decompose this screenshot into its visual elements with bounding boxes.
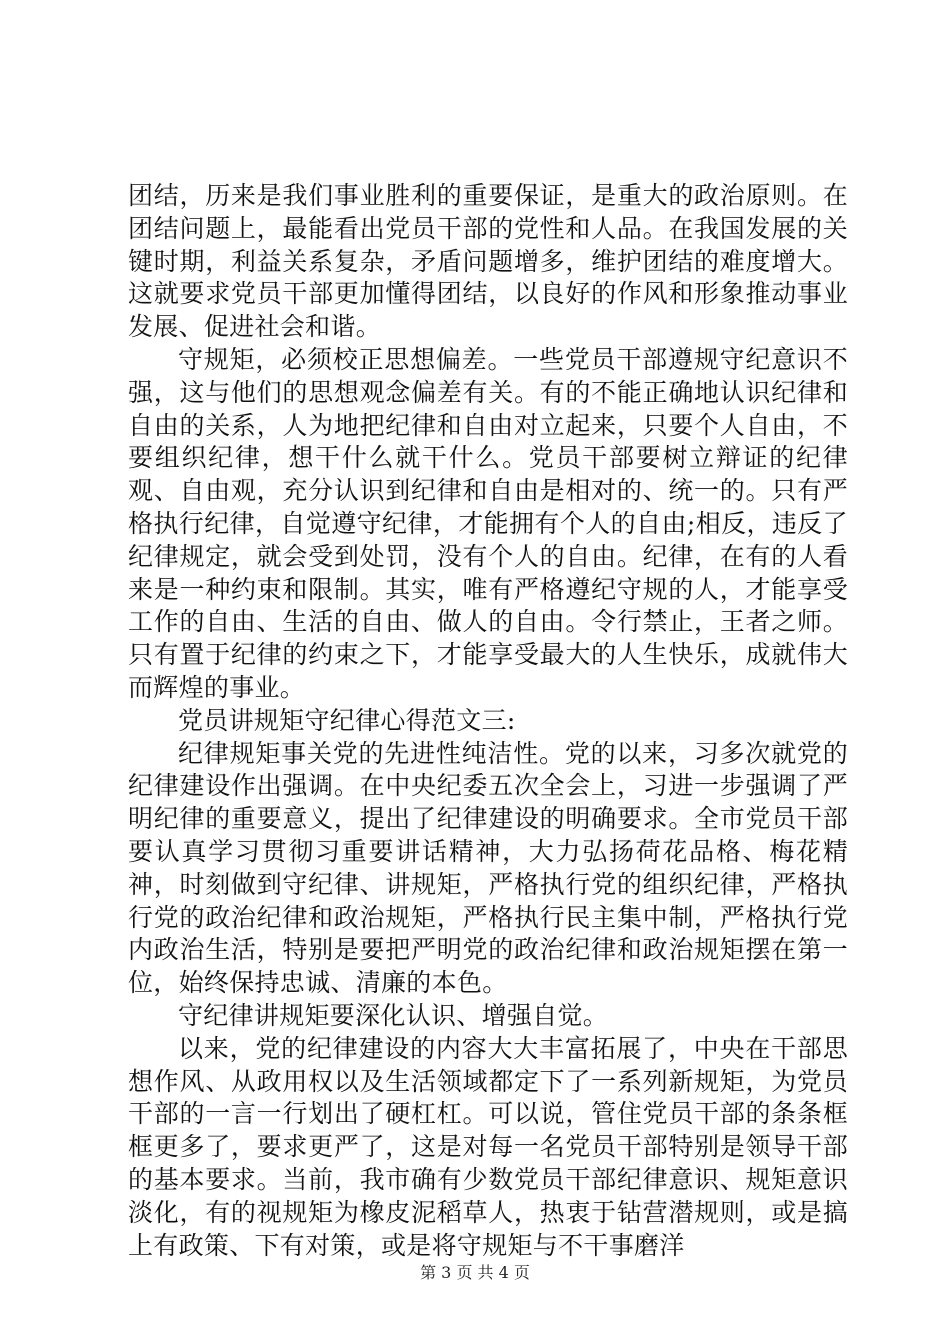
paragraph-3: 纪律规矩事关党的先进性纯洁性。党的以来，习多次就党的纪律建设作出强调。在中央纪委五次全会上，习进一步强调了严明纪律的重要意义，提出了纪律建设的明确要求。全市党员干部要认真学习贯彻习重要讲话精神，大力弘扬荷花品格、梅花精神，时刻做到守纪律、讲规矩，严格执行党的组织纪律，严格执行党的政治纪律和政治规矩，严格执行民主集中制，严格执行党内政治生活，特别是要把严明党的政治纪律和政治规矩摆在第一位，始终保持忠诚、清廉的本色。: [128, 738, 848, 998]
paragraph-5: 以来，党的纪律建设的内容大大丰富拓展了，中央在干部思想作风、从政用权以及生活领域都定下了一系列新规矩，为党员干部的一言一行划出了硬杠杠。可以说，管住党员干部的条条框框更多了，要求更严了，这是对每一名党员干部特别是领导干部的基本要求。当前，我市确有少数党员干部纪律意识、规矩意识淡化，有的视规矩为橡皮泥稻草人，热衷于钻营潜规则，或是搞上有政策、下有对策，或是将守规矩与不干事磨洋: [128, 1033, 848, 1260]
document-body: [128, 180, 848, 1262]
section-heading: 党员讲规矩守纪律心得范文三:: [178, 705, 516, 735]
page-footer: 第 3 页 共 4 页: [420, 1263, 530, 1282]
paragraph-4: 守纪律讲规矩要深化认识、增强自觉。: [178, 1000, 609, 1030]
paragraph-1: 团结，历来是我们事业胜利的重要保证，是重大的政治原则。在团结问题上，最能看出党员干部的党性和人品。在我国发展的关键时期，利益关系复杂，矛盾问题增多，维护团结的难度增大。这就要求党员干部更加懂得团结，以良好的作风和形象推动事业发展、促进社会和谐。: [128, 181, 848, 342]
paragraph-2: 守规矩，必须校正思想偏差。一些党员干部遵规守纪意识不强，这与他们的思想观念偏差有关。有的不能正确地认识纪律和自由的关系，人为地把纪律和自由对立起来，只要个人自由，不要组织纪律，想干什么就干什么。党员干部要树立辩证的纪律观、自由观，充分认识到纪律和自由是相对的、统一的。只有严格执行纪律，自觉遵守纪律，才能拥有个人的自由;相反，违反了纪律规定，就会受到处罚，没有个人的自由。纪律，在有的人看来是一种约束和限制。其实，唯有严格遵纪守规的人，才能享受工作的自由、生活的自由、做人的自由。令行禁止，王者之师。只有置于纪律的约束之下，才能享受最大的人生快乐，成就伟大而辉煌的事业。: [128, 344, 848, 702]
